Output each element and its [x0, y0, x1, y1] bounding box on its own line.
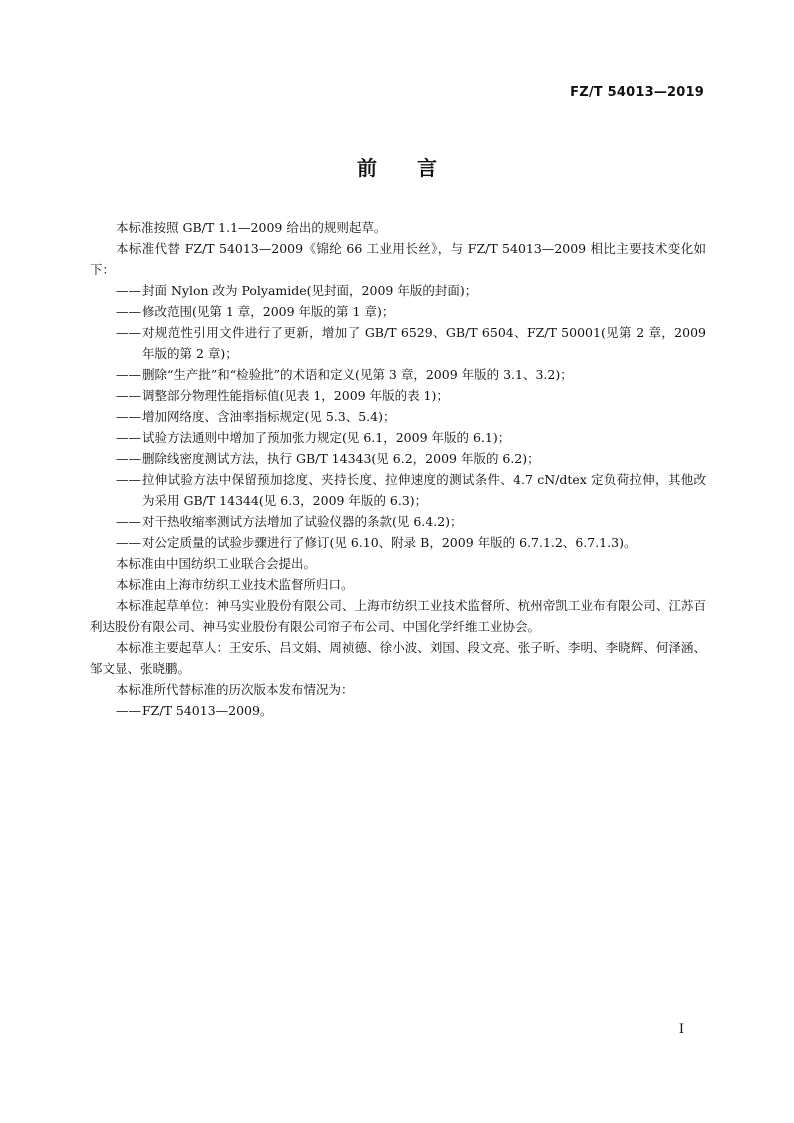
dash-marker: —— [116, 472, 141, 487]
dash-marker: —— [116, 304, 141, 319]
standard-code: FZ/T 54013—2019 [570, 85, 704, 100]
dash-marker: —— [116, 514, 141, 529]
paragraph-history: 本标准所代替标准的历次版本发布情况为： [116, 682, 354, 697]
dash-marker: —— [116, 703, 141, 718]
list-item: —— 调整部分物理性能指标值(见表 1，2009 年版的表 1)； [116, 385, 706, 406]
list-item: —— 删除“生产批”和“检验批”的术语和定义(见第 3 章，2009 年版的 3.1、3.2)； [116, 364, 706, 385]
list-item: —— 删除线密度测试方法，执行 GB/T 14343(见 6.2，2009 年版的 6.2)； [116, 448, 706, 469]
dash-marker: —— [116, 283, 141, 298]
list-item: —— 对规范性引用文件进行了更新，增加了 GB/T 6529、GB/T 6504、FZ/T 50001(见第 2 章，2009 年版的第 2 章)； [116, 322, 706, 364]
dash-marker: —— [116, 367, 141, 382]
dash-marker: —— [116, 430, 141, 445]
list-item: —— 对公定质量的试验步骤进行了修订(见 6.10、附录 B，2009 年版的 6.7.1.2、6.7.1.3)。 [116, 532, 706, 553]
list-item: —— 封面 Nylon 改为 Polyamide(见封面，2009 年版的封面)； [116, 280, 706, 301]
list-item: —— 修改范围(见第 1 章，2009 年版的第 1 章)； [116, 301, 706, 322]
paragraph-administrator: 本标准由上海市纺织工业技术监督所归口。 [116, 577, 354, 592]
dash-marker: —— [116, 325, 141, 340]
page-title: 前 言 [357, 156, 437, 180]
dash-marker: —— [116, 388, 141, 403]
dash-marker: —— [116, 409, 141, 424]
changes-list [90, 280, 706, 553]
list-item: —— FZ/T 54013—2009。 [116, 700, 706, 721]
history-list [90, 700, 706, 721]
list-item: —— 增加网络度、含油率指标规定(见 5.3、5.4)； [116, 406, 706, 427]
paragraph-drafting-units: 本标准起草单位：神马实业股份有限公司、上海市纺织工业技术监督所、杭州帝凯工业布有限公司、江苏百利达股份有限公司、神马实业股份有限公司帘子布公司、中国化学纤维工业协会。 [90, 598, 706, 634]
paragraph-drafters: 本标准主要起草人：王安乐、吕文娟、周祯德、徐小波、刘国、段文亮、张子昕、李明、李晓辉、何泽涵、邹文显、张晓鹏。 [90, 640, 706, 676]
paragraph-proposer: 本标准由中国纺织工业联合会提出。 [116, 556, 317, 571]
list-item: —— 对干热收缩率测试方法增加了试验仪器的条款(见 6.4.2)； [116, 511, 706, 532]
foreword-body [90, 217, 706, 721]
dash-marker: —— [116, 535, 141, 550]
list-item: —— 试验方法通则中增加了预加张力规定(见 6.1，2009 年版的 6.1)； [116, 427, 706, 448]
paragraph-replacement: 本标准代替 FZ/T 54013—2009《锦纶 66 工业用长丝》，与 FZ/T 54013—2009 相比主要技术变化如下： [90, 241, 706, 277]
paragraph-drafting-rules: 本标准按照 GB/T 1.1—2009 给出的规则起草。 [116, 220, 387, 235]
dash-marker: —— [116, 451, 141, 466]
list-item: —— 拉伸试验方法中保留预加捻度、夹持长度、拉伸速度的测试条件、4.7 cN/dtex 定负荷拉伸，其他改为采用 GB/T 14344(见 6.3，2009 年版的 6.3)； [116, 469, 706, 511]
page-number: I [678, 1022, 684, 1037]
